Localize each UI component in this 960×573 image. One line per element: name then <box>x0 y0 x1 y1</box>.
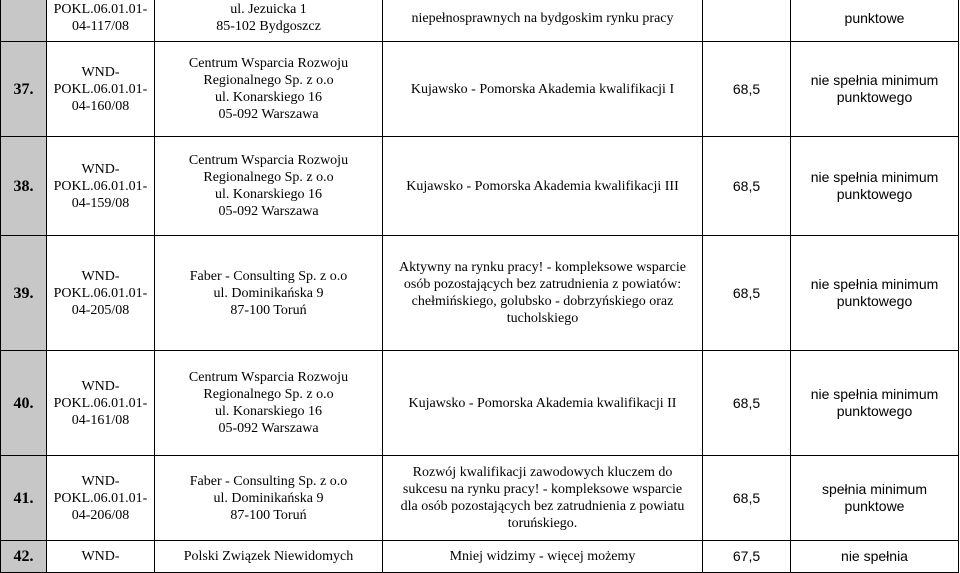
application-number <box>47 456 155 541</box>
status-text <box>791 0 959 42</box>
application-number-line: WND- <box>81 268 120 284</box>
table-row <box>1 351 959 456</box>
project-title-line: Aktywny na rynku pracy! - kompleksowe wsparcie <box>399 260 686 275</box>
project-title-line: toruńskiego. <box>507 516 578 531</box>
score-value: 68,5 <box>703 42 791 137</box>
application-number-line: WND- <box>81 378 120 394</box>
row-number: 38. <box>1 137 47 236</box>
project-title <box>383 0 703 42</box>
project-title <box>383 236 703 351</box>
project-title-line: Kujawsko - Pomorska Akademia kwalifikacji I <box>410 81 675 97</box>
status-text <box>791 42 959 137</box>
status-text-line: spełnia minimum <box>821 481 928 497</box>
project-title-line: Rozwój kwalifikacji zawodowych kluczem do <box>412 465 673 480</box>
status-text-line: nie spełnia <box>841 548 908 564</box>
application-number-line: WND- <box>81 473 120 489</box>
applicant-address <box>155 137 383 236</box>
row-number: 39. <box>1 236 47 351</box>
status-text-line: punktowego <box>836 186 913 202</box>
project-title-line: osób pozostających bez zatrudnienia z powiatów: <box>403 277 682 292</box>
project-title-line: Kujawsko - Pomorska Akademia kwalifikacji III <box>406 178 679 194</box>
project-title-line: sukcesu na rynku pracy! - kompleksowe wsparcie <box>402 482 683 497</box>
table-row <box>1 137 959 236</box>
status-text <box>791 541 959 573</box>
application-number-line: 04-161/08 <box>71 412 130 428</box>
applicant-address-line: 05-092 Warszawa <box>218 421 319 436</box>
applicant-address-line: Centrum Wsparcia Rozwoju <box>188 370 349 385</box>
application-number <box>47 42 155 137</box>
application-number-line: 04-205/08 <box>71 302 130 318</box>
application-number <box>47 137 155 236</box>
applicant-address-line: 85-102 Bydgoszcz <box>216 19 321 34</box>
application-number-line: WND- <box>81 549 120 564</box>
project-title-line: Mniej widzimy - więcej możemy <box>449 549 636 564</box>
score-value <box>703 0 791 42</box>
application-number-line: WND- <box>81 161 120 177</box>
row-number: 37. <box>1 42 47 137</box>
row-number: 42. <box>1 541 47 573</box>
project-title <box>383 137 703 236</box>
project-title <box>383 42 703 137</box>
applicant-address-line: Centrum Wsparcia Rozwoju <box>188 153 349 168</box>
project-title <box>383 351 703 456</box>
application-number-line: POKL.06.01.01- <box>53 81 148 97</box>
score-value: 68,5 <box>703 137 791 236</box>
score-value: 67,5 <box>703 541 791 573</box>
row-number <box>1 0 47 42</box>
applicant-address <box>155 0 383 42</box>
applicant-address-line: 05-092 Warszawa <box>218 107 319 122</box>
score-value: 68,5 <box>703 456 791 541</box>
applicant-address-line: Centrum Wsparcia Rozwoju <box>188 56 349 71</box>
application-number-line: 04-160/08 <box>71 98 130 114</box>
status-text-line: nie spełnia minimum <box>810 276 939 292</box>
project-title-line: dla osób pozostających bez zatrudnienia z powiatu <box>400 499 685 514</box>
score-value: 68,5 <box>703 351 791 456</box>
status-text <box>791 351 959 456</box>
status-text-line: punktowe <box>844 9 905 26</box>
applicant-address-line: 87-100 Toruń <box>230 302 307 318</box>
applicant-address-line: Regionalnego Sp. z o.o <box>203 73 334 88</box>
applicant-address-line: Faber - Consulting Sp. z o.o <box>189 473 348 489</box>
applicant-address <box>155 541 383 573</box>
application-number-line: 04-159/08 <box>71 195 130 211</box>
table-row <box>1 541 959 573</box>
table-row <box>1 456 959 541</box>
project-title-line: chełmińskiego, golubsko - dobrzyńskiego oraz <box>411 294 674 309</box>
score-value: 68,5 <box>703 236 791 351</box>
table-row <box>1 42 959 137</box>
applicant-address-line: Faber - Consulting Sp. z o.o <box>189 268 348 284</box>
status-text-line: nie spełnia minimum <box>810 72 939 88</box>
application-number-line: POKL.06.01.01- <box>53 395 148 411</box>
applicant-address-line: ul. Jezuicka 1 <box>230 2 307 17</box>
application-number <box>47 236 155 351</box>
application-number-line: 04-117/08 <box>71 19 130 34</box>
status-text-line: nie spełnia minimum <box>810 386 939 402</box>
application-number-line: 04-206/08 <box>71 507 130 523</box>
status-text-line: nie spełnia minimum <box>810 169 939 185</box>
status-text-line: punktowego <box>836 293 913 309</box>
project-title-line: Kujawsko - Pomorska Akademia kwalifikacji II <box>408 395 677 411</box>
applicant-address-line: ul. Dominikańska 9 <box>213 490 324 506</box>
applicant-address <box>155 42 383 137</box>
applicant-address-line: Regionalnego Sp. z o.o <box>203 387 334 402</box>
application-number-line: POKL.06.01.01- <box>53 2 148 17</box>
applicant-address-line: Regionalnego Sp. z o.o <box>203 170 334 185</box>
applicant-address-line: ul. Konarskiego 16 <box>215 90 322 105</box>
applicant-address-line: Polski Związek Niewidomych <box>183 549 354 564</box>
applicant-address <box>155 236 383 351</box>
project-title-line: tucholskiego <box>506 311 579 326</box>
applicant-address-line: 87-100 Toruń <box>230 507 307 523</box>
application-number <box>47 541 155 573</box>
applicant-address-line: 05-092 Warszawa <box>218 204 319 219</box>
applicant-address <box>155 351 383 456</box>
application-number-line: POKL.06.01.01- <box>53 285 148 301</box>
row-number: 40. <box>1 351 47 456</box>
applicant-address <box>155 456 383 541</box>
applicant-address-line: ul. Konarskiego 16 <box>215 404 322 419</box>
project-title <box>383 456 703 541</box>
applicant-address-line: ul. Konarskiego 16 <box>215 187 322 202</box>
applicant-address-line: ul. Dominikańska 9 <box>213 285 324 301</box>
status-text <box>791 236 959 351</box>
project-title <box>383 541 703 573</box>
application-number <box>47 0 155 42</box>
table-row <box>1 0 959 42</box>
row-number: 41. <box>1 456 47 541</box>
status-text <box>791 456 959 541</box>
table-row <box>1 236 959 351</box>
application-number-line: WND- <box>81 64 120 80</box>
status-text-line: punktowego <box>836 89 913 105</box>
application-number <box>47 351 155 456</box>
status-text <box>791 137 959 236</box>
status-text-line: punktowe <box>844 498 905 514</box>
project-title-line: niepełnosprawnych na bydgoskim rynku pracy <box>411 10 674 26</box>
application-number-line: POKL.06.01.01- <box>53 490 148 506</box>
status-text-line: punktowego <box>836 403 913 419</box>
results-table-body <box>1 0 959 573</box>
application-number-line: POKL.06.01.01- <box>53 178 148 194</box>
